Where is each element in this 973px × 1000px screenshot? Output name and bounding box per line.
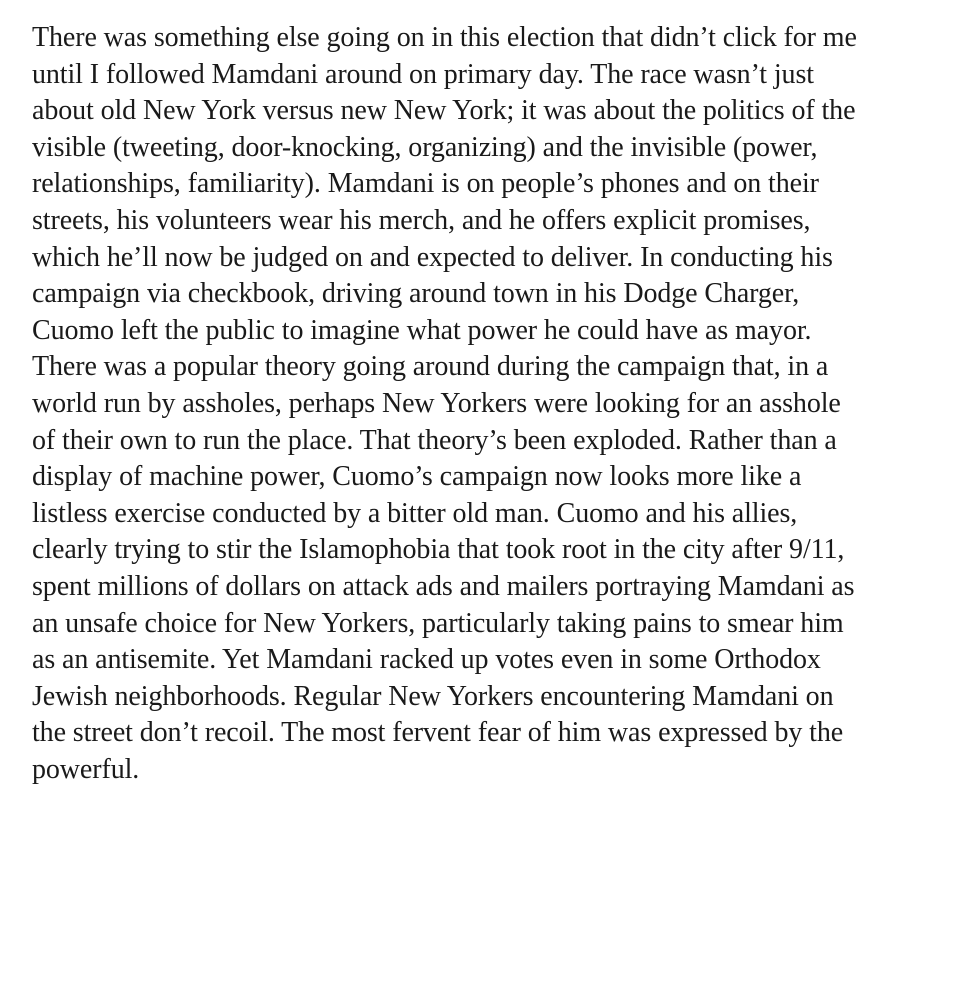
paragraph-line: campaign via checkbook, driving around town in his Dodge Charger, xyxy=(32,278,800,310)
paragraph-line: clearly trying to stir the Islamophobia that took root in the city after 9/11, xyxy=(32,534,845,566)
paragraph-line: which he’ll now be judged on and expected to deliver. In conducting his xyxy=(32,241,833,273)
paragraph-line: streets, his volunteers wear his merch, and he offers explicit promises, xyxy=(32,204,811,236)
paragraph-line: an unsafe choice for New Yorkers, particularly taking pains to smear him xyxy=(32,607,844,639)
paragraph-line: spent millions of dollars on attack ads and mailers portraying Mamdani as xyxy=(32,570,855,602)
paragraph-line: visible (tweeting, door-knocking, organizing) and the invisible (power, xyxy=(32,131,818,163)
paragraph-line: relationships, familiarity). Mamdani is on people’s phones and on their xyxy=(32,168,819,200)
paragraph-line: about old New York versus new New York; it was about the politics of the xyxy=(32,95,856,127)
paragraph-line: listless exercise conducted by a bitter old man. Cuomo and his allies, xyxy=(32,497,798,529)
paragraph-line: There was something else going on in this election that didn’t click for me xyxy=(32,22,857,53)
paragraph-line: display of machine power, Cuomo’s campaign now looks more like a xyxy=(32,461,802,493)
paragraph-line: Jewish neighborhoods. Regular New Yorkers encountering Mamdani on xyxy=(32,680,834,712)
paragraph-line: the street don’t recoil. The most fervent fear of him was expressed by the xyxy=(32,717,844,749)
paragraph-line: powerful. xyxy=(32,753,140,785)
paragraph-line: as an antisemite. Yet Mamdani racked up votes even in some Orthodox xyxy=(32,644,821,676)
paragraph-line: of their own to run the place. That theory’s been exploded. Rather than a xyxy=(32,424,837,456)
paragraph-line: There was a popular theory going around during the campaign that, in a xyxy=(32,351,829,383)
article-paragraph xyxy=(32,20,957,788)
paragraph-line: until I followed Mamdani around on primary day. The race wasn’t just xyxy=(32,58,814,90)
paragraph-line: world run by assholes, perhaps New Yorkers were looking for an asshole xyxy=(32,387,841,419)
paragraph-line: Cuomo left the public to imagine what power he could have as mayor. xyxy=(32,314,812,346)
